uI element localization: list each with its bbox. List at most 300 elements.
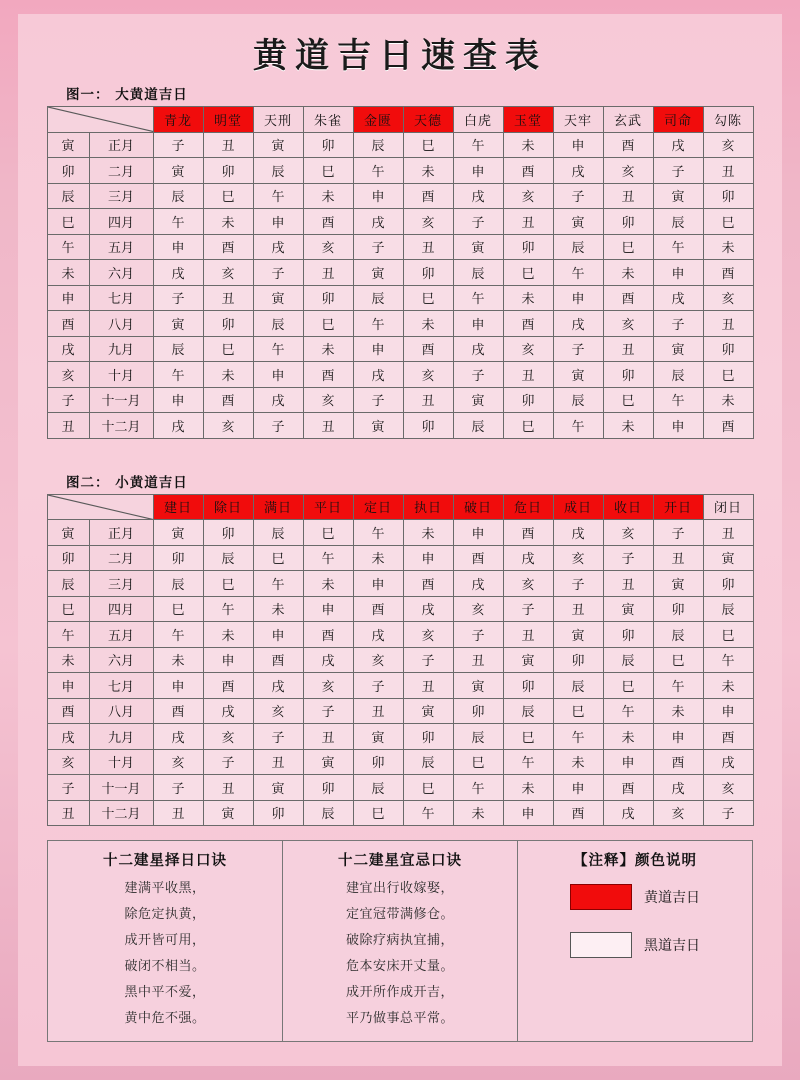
table-cell: 子 [503, 596, 553, 622]
row-branch-label: 亥 [47, 749, 89, 775]
table-cell: 戌 [553, 158, 603, 184]
table-cell: 辰 [153, 183, 203, 209]
table-cell: 午 [403, 800, 453, 826]
legend-row-yellow-path [522, 884, 748, 910]
table-cell: 卯 [703, 571, 753, 597]
table-cell: 申 [303, 596, 353, 622]
table-cell: 未 [603, 724, 653, 750]
table-2-row [47, 673, 753, 699]
table-cell: 辰 [453, 413, 503, 439]
table-cell: 申 [403, 545, 453, 571]
table-cell: 辰 [253, 520, 303, 546]
table-cell: 午 [553, 260, 603, 286]
table-cell: 子 [653, 520, 703, 546]
table-cell: 午 [203, 596, 253, 622]
table-cell: 辰 [303, 800, 353, 826]
table-cell: 子 [203, 749, 253, 775]
notes-title-2: 十二建星宜忌口诀 [338, 853, 462, 869]
table-cell: 巳 [403, 132, 453, 158]
table-cell: 寅 [553, 362, 603, 388]
table-cell: 巳 [603, 673, 653, 699]
row-branch-label: 申 [47, 673, 89, 699]
row-branch-label: 丑 [47, 800, 89, 826]
row-month-label: 八月 [89, 311, 153, 337]
row-month-label: 正月 [89, 520, 153, 546]
table-cell: 申 [553, 285, 603, 311]
table-2-row [47, 622, 753, 648]
table-cell: 辰 [553, 673, 603, 699]
diagonal-divider-icon [48, 495, 153, 520]
table-cell: 酉 [603, 132, 653, 158]
table-cell: 寅 [503, 647, 553, 673]
corner-cell-1 [47, 107, 153, 133]
table-cell: 未 [703, 387, 753, 413]
row-branch-label: 亥 [47, 362, 89, 388]
table-1-header-row [47, 107, 753, 133]
row-month-label: 九月 [89, 724, 153, 750]
table-cell: 巳 [253, 545, 303, 571]
table-cell: 午 [453, 775, 503, 801]
table-cell: 卯 [203, 158, 253, 184]
table-cell: 辰 [153, 571, 203, 597]
table-cell: 戌 [453, 336, 503, 362]
table-cell: 酉 [403, 571, 453, 597]
table-cell: 亥 [503, 183, 553, 209]
table-1-row [47, 336, 753, 362]
table-cell: 申 [353, 336, 403, 362]
table-1-row [47, 311, 753, 337]
table-cell: 巳 [553, 698, 603, 724]
table-cell: 寅 [253, 132, 303, 158]
notes-line: 成开所作成开吉， [345, 985, 454, 1000]
row-branch-label: 子 [47, 775, 89, 801]
table-1-col-header: 勾陈 [703, 107, 753, 133]
table-cell: 子 [553, 183, 603, 209]
table-cell: 丑 [603, 571, 653, 597]
table-cell: 午 [253, 571, 303, 597]
table-cell: 寅 [453, 387, 503, 413]
table-2-row [47, 800, 753, 826]
row-branch-label: 寅 [47, 520, 89, 546]
row-month-label: 六月 [89, 260, 153, 286]
table-cell: 卯 [403, 724, 453, 750]
table-cell: 辰 [453, 260, 503, 286]
table-cell: 午 [603, 698, 653, 724]
table-cell: 申 [603, 749, 653, 775]
table-cell: 申 [653, 413, 703, 439]
table-cell: 酉 [303, 362, 353, 388]
row-month-label: 十一月 [89, 775, 153, 801]
table-cell: 卯 [503, 387, 553, 413]
table-cell: 子 [653, 311, 703, 337]
table-1-row [47, 234, 753, 260]
table-cell: 亥 [303, 673, 353, 699]
row-month-label: 二月 [89, 545, 153, 571]
notes-line: 破闭不相当。 [124, 959, 206, 974]
table-cell: 申 [353, 183, 403, 209]
table-cell: 亥 [303, 234, 353, 260]
table-cell: 子 [153, 132, 203, 158]
table-cell: 申 [353, 571, 403, 597]
notes-title-3: 【注释】颜色说明 [573, 853, 697, 869]
row-month-label: 七月 [89, 673, 153, 699]
table-cell: 午 [153, 362, 203, 388]
table-cell: 戌 [503, 545, 553, 571]
table-cell: 丑 [403, 234, 453, 260]
table-1-row [47, 285, 753, 311]
table-cell: 戌 [153, 413, 203, 439]
table-cell: 寅 [453, 673, 503, 699]
table-cell: 申 [553, 775, 603, 801]
table-cell: 子 [353, 673, 403, 699]
table-1-header [47, 107, 753, 133]
row-branch-label: 辰 [47, 183, 89, 209]
table-cell: 未 [153, 647, 203, 673]
table-cell: 丑 [303, 413, 353, 439]
table-cell: 辰 [703, 596, 753, 622]
table-cell: 午 [453, 285, 503, 311]
table-cell: 申 [253, 622, 303, 648]
table-cell: 午 [253, 336, 303, 362]
table-cell: 子 [553, 336, 603, 362]
table-cell: 丑 [403, 673, 453, 699]
table-cell: 寅 [153, 520, 203, 546]
table-cell: 丑 [653, 545, 703, 571]
table-cell: 酉 [303, 622, 353, 648]
table-cell: 巳 [703, 622, 753, 648]
table-cell: 酉 [403, 336, 453, 362]
table-1-col-header: 天德 [403, 107, 453, 133]
table-cell: 未 [303, 183, 353, 209]
table-cell: 卯 [603, 362, 653, 388]
table-cell: 卯 [503, 234, 553, 260]
table-cell: 寅 [403, 698, 453, 724]
table-cell: 丑 [153, 800, 203, 826]
row-branch-label: 戌 [47, 336, 89, 362]
table-cell: 未 [303, 336, 353, 362]
table-cell: 戌 [553, 311, 603, 337]
table-cell: 卯 [303, 775, 353, 801]
table-1-body [47, 132, 753, 438]
table-cell: 子 [403, 647, 453, 673]
table-2-col-header: 闭日 [703, 494, 753, 520]
table-cell: 戌 [653, 775, 703, 801]
notes-line: 建满平收黑， [124, 881, 206, 896]
table-cell: 丑 [553, 596, 603, 622]
table-1-col-header: 天刑 [253, 107, 303, 133]
table-cell: 申 [503, 800, 553, 826]
row-branch-label: 申 [47, 285, 89, 311]
notes-line: 成开皆可用， [124, 933, 206, 948]
table-cell: 亥 [203, 413, 253, 439]
table-cell: 子 [303, 698, 353, 724]
table-cell: 戌 [453, 571, 503, 597]
table-cell: 未 [653, 698, 703, 724]
figure-2-label: 图二： 小黄道吉日 [66, 474, 188, 491]
table-cell: 未 [403, 311, 453, 337]
table-cell: 戌 [353, 209, 403, 235]
table-cell: 寅 [253, 285, 303, 311]
table-2-row [47, 724, 753, 750]
table-cell: 辰 [603, 647, 653, 673]
legend-swatch-red [570, 884, 632, 910]
table-cell: 酉 [553, 800, 603, 826]
chart-sheet [18, 14, 782, 1066]
row-month-label: 三月 [89, 571, 153, 597]
table-cell: 戌 [203, 698, 253, 724]
table-cell: 亥 [703, 775, 753, 801]
table-cell: 卯 [603, 209, 653, 235]
table-2-row [47, 749, 753, 775]
table-cell: 未 [503, 285, 553, 311]
table-2-col-header: 收日 [603, 494, 653, 520]
table-cell: 酉 [503, 520, 553, 546]
table-cell: 亥 [403, 362, 453, 388]
table-cell: 酉 [253, 647, 303, 673]
table-cell: 辰 [353, 132, 403, 158]
row-branch-label: 酉 [47, 311, 89, 337]
table-1-row [47, 362, 753, 388]
table-cell: 卯 [703, 183, 753, 209]
table-cell: 寅 [603, 596, 653, 622]
table-2-col-header: 成日 [553, 494, 603, 520]
table-cell: 申 [153, 387, 203, 413]
notes-line: 建宜出行收嫁娶， [345, 881, 454, 896]
table-2-col-header: 执日 [403, 494, 453, 520]
row-month-label: 十二月 [89, 413, 153, 439]
table-cell: 亥 [653, 800, 703, 826]
row-month-label: 六月 [89, 647, 153, 673]
table-cell: 戌 [353, 622, 403, 648]
diagonal-divider-icon [48, 107, 153, 132]
table-cell: 酉 [703, 260, 753, 286]
table-cell: 卯 [503, 673, 553, 699]
table-cell: 酉 [603, 775, 653, 801]
table-cell: 丑 [503, 362, 553, 388]
row-branch-label: 寅 [47, 132, 89, 158]
table-cell: 酉 [153, 698, 203, 724]
table-cell: 未 [553, 749, 603, 775]
table-2-header-row [47, 494, 753, 520]
table-cell: 巳 [503, 413, 553, 439]
notes-lines-1 [52, 877, 278, 1026]
table-cell: 辰 [503, 698, 553, 724]
table-cell: 子 [353, 387, 403, 413]
table-cell: 卯 [303, 132, 353, 158]
table-2-row [47, 647, 753, 673]
notes-line: 破除疗病执宜捕， [345, 933, 454, 948]
table-cell: 子 [353, 234, 403, 260]
table-cell: 巳 [203, 336, 253, 362]
table-cell: 酉 [453, 545, 503, 571]
table-cell: 巳 [403, 285, 453, 311]
table-2-col-header: 除日 [203, 494, 253, 520]
table-cell: 申 [153, 673, 203, 699]
table-cell: 申 [553, 132, 603, 158]
table-cell: 亥 [703, 132, 753, 158]
table-cell: 卯 [153, 545, 203, 571]
table-cell: 午 [353, 520, 403, 546]
row-month-label: 十月 [89, 362, 153, 388]
table-cell: 酉 [653, 749, 703, 775]
table-2-row [47, 571, 753, 597]
table-1-row [47, 387, 753, 413]
notes-line: 平乃做事总平常。 [345, 1011, 454, 1026]
table-cell: 寅 [353, 413, 403, 439]
table-cell: 巳 [353, 800, 403, 826]
table-cell: 午 [303, 545, 353, 571]
table-cell: 酉 [403, 183, 453, 209]
table-cell: 申 [453, 158, 503, 184]
table-cell: 戌 [453, 183, 503, 209]
row-branch-label: 未 [47, 647, 89, 673]
table-cell: 丑 [453, 647, 503, 673]
table-cell: 酉 [503, 158, 553, 184]
table-cell: 午 [653, 387, 703, 413]
table-cell: 申 [253, 362, 303, 388]
table-cell: 寅 [653, 571, 703, 597]
table-2-col-header: 开日 [653, 494, 703, 520]
row-month-label: 七月 [89, 285, 153, 311]
table-cell: 巳 [503, 724, 553, 750]
table-cell: 子 [453, 362, 503, 388]
notes-line: 黄中危不强。 [124, 1011, 206, 1026]
row-branch-label: 午 [47, 622, 89, 648]
table-cell: 戌 [703, 749, 753, 775]
notes-column-suitability-rhyme [282, 841, 517, 1041]
table-cell: 丑 [303, 724, 353, 750]
row-month-label: 十二月 [89, 800, 153, 826]
table-cell: 卯 [653, 596, 703, 622]
table-cell: 寅 [553, 209, 603, 235]
table-cell: 亥 [303, 387, 353, 413]
table-cell: 亥 [353, 647, 403, 673]
table-1-col-header: 白虎 [453, 107, 503, 133]
row-branch-label: 酉 [47, 698, 89, 724]
legend-swatch-white [570, 932, 632, 958]
table-cell: 未 [403, 158, 453, 184]
table-cell: 亥 [253, 698, 303, 724]
table-cell: 子 [603, 545, 653, 571]
row-branch-label: 子 [47, 387, 89, 413]
table-cell: 巳 [303, 311, 353, 337]
table-cell: 子 [253, 724, 303, 750]
table-2-col-header: 破日 [453, 494, 503, 520]
table-cell: 戌 [553, 520, 603, 546]
row-month-label: 三月 [89, 183, 153, 209]
row-month-label: 九月 [89, 336, 153, 362]
table-cell: 卯 [403, 260, 453, 286]
table-cell: 戌 [253, 387, 303, 413]
table-cell: 酉 [603, 285, 653, 311]
table-1-col-header: 天牢 [553, 107, 603, 133]
table-cell: 亥 [603, 158, 653, 184]
table-cell: 午 [153, 209, 203, 235]
notes-column-color-legend [517, 841, 752, 1041]
row-month-label: 五月 [89, 234, 153, 260]
table-cell: 申 [453, 520, 503, 546]
table-cell: 子 [253, 260, 303, 286]
table-cell: 巳 [203, 183, 253, 209]
table-2-col-header: 定日 [353, 494, 403, 520]
table-cell: 未 [253, 596, 303, 622]
table-cell: 巳 [303, 520, 353, 546]
table-cell: 丑 [703, 520, 753, 546]
table-1-row [47, 132, 753, 158]
table-cell: 子 [153, 285, 203, 311]
table-cell: 辰 [653, 362, 703, 388]
table-cell: 亥 [603, 311, 653, 337]
table-cell: 丑 [603, 336, 653, 362]
table-cell: 戌 [153, 724, 203, 750]
table-2-body [47, 520, 753, 826]
table-cell: 午 [653, 673, 703, 699]
table-1-col-header: 玉堂 [503, 107, 553, 133]
table-cell: 午 [703, 647, 753, 673]
page-title: 黄道吉日速查表 [253, 36, 547, 76]
table-cell: 戌 [303, 647, 353, 673]
table-cell: 丑 [503, 622, 553, 648]
table-cell: 未 [503, 132, 553, 158]
table-1-col-header: 朱雀 [303, 107, 353, 133]
table-cell: 申 [453, 311, 503, 337]
row-branch-label: 戌 [47, 724, 89, 750]
table-great-yellow-path [47, 106, 754, 439]
table-cell: 戌 [153, 260, 203, 286]
table-cell: 寅 [253, 775, 303, 801]
table-small-yellow-path [47, 494, 754, 827]
table-cell: 戌 [253, 673, 303, 699]
table-cell: 戌 [653, 285, 703, 311]
table-cell: 酉 [503, 311, 553, 337]
table-cell: 卯 [203, 311, 253, 337]
row-branch-label: 未 [47, 260, 89, 286]
table-cell: 巳 [203, 571, 253, 597]
table-cell: 未 [203, 209, 253, 235]
table-cell: 卯 [253, 800, 303, 826]
row-month-label: 十月 [89, 749, 153, 775]
table-cell: 辰 [253, 311, 303, 337]
table-cell: 辰 [553, 387, 603, 413]
table-1-row [47, 209, 753, 235]
table-cell: 巳 [303, 158, 353, 184]
table-cell: 丑 [403, 387, 453, 413]
row-branch-label: 午 [47, 234, 89, 260]
table-cell: 子 [453, 209, 503, 235]
table-cell: 戌 [353, 362, 403, 388]
table-cell: 巳 [153, 596, 203, 622]
table-cell: 戌 [603, 800, 653, 826]
table-cell: 未 [353, 545, 403, 571]
table-cell: 卯 [353, 749, 403, 775]
table-2-col-header: 平日 [303, 494, 353, 520]
table-cell: 午 [253, 183, 303, 209]
table-cell: 申 [153, 234, 203, 260]
table-cell: 午 [453, 132, 503, 158]
row-month-label: 四月 [89, 209, 153, 235]
row-month-label: 四月 [89, 596, 153, 622]
table-cell: 未 [503, 775, 553, 801]
table-cell: 巳 [703, 209, 753, 235]
legend-label-yellow-path: 黄道吉日 [644, 890, 700, 906]
table-1-col-header: 青龙 [153, 107, 203, 133]
figure-1-label: 图一： 大黄道吉日 [66, 87, 188, 103]
table-cell: 亥 [203, 724, 253, 750]
notes-panel [47, 840, 753, 1042]
table-1-col-header: 玄武 [603, 107, 653, 133]
table-cell: 未 [453, 800, 503, 826]
table-2-col-header: 建日 [153, 494, 203, 520]
